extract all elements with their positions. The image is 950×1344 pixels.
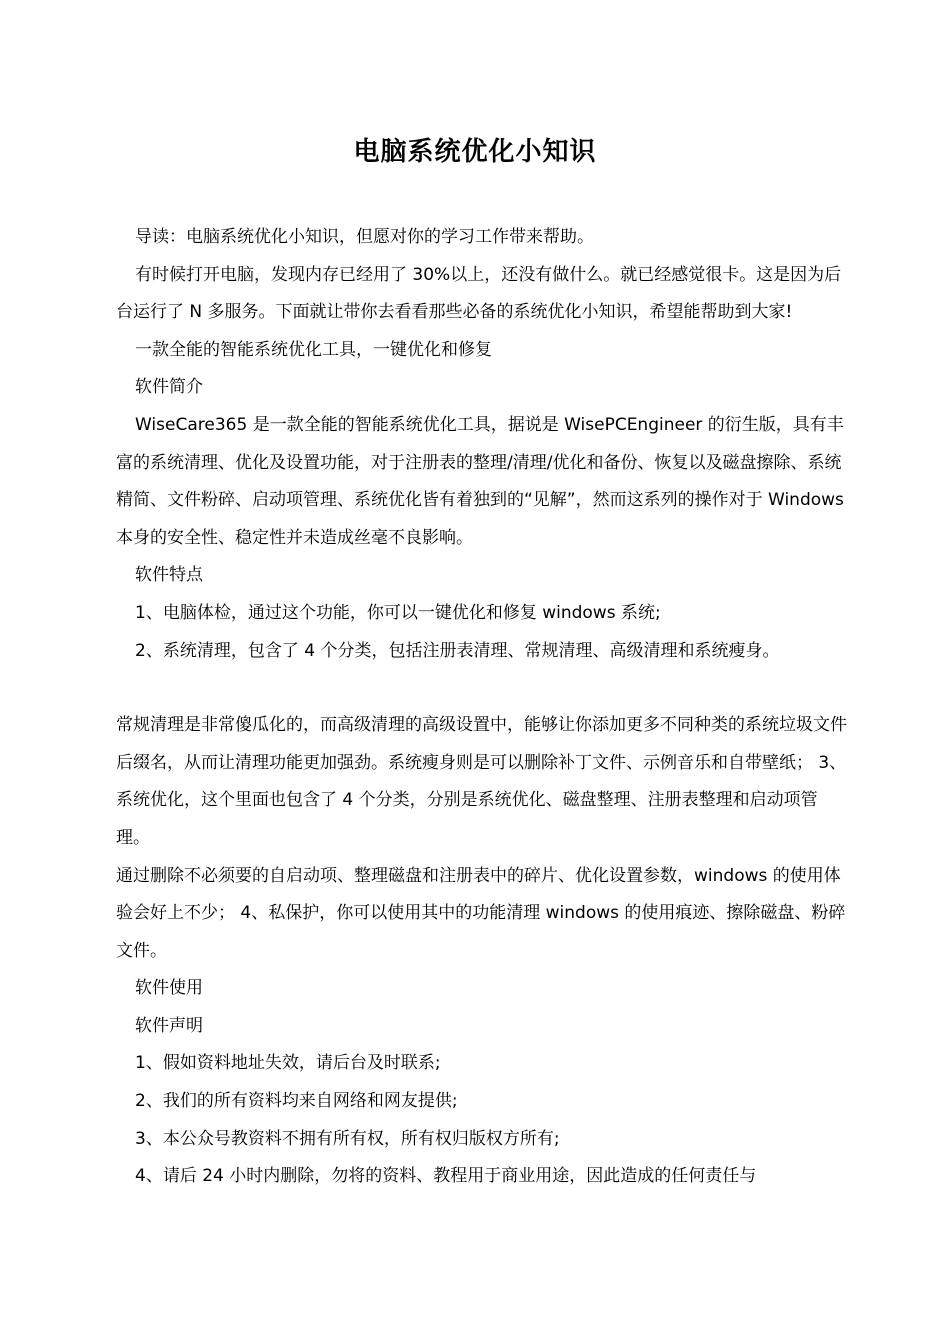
section-heading-software-statement: 软件声明 (135, 1015, 203, 1036)
list-item-feature-1: 1、电脑体检，通过这个功能，你可以一键优化和修复 windows 系统; (135, 602, 661, 623)
paragraph-tool-summary: 一款全能的智能系统优化工具，一键优化和修复 (135, 339, 492, 360)
section-heading-software-intro: 软件简介 (135, 377, 203, 398)
blank-line (116, 670, 851, 707)
list-item-feature-2: 2、系统清理，包含了 4 个分类，包括注册表清理、常规清理、高级清理和系统瘦身。 (135, 640, 780, 661)
document-body (116, 219, 851, 1196)
list-item-statement-4: 4、请后 24 小时内删除，勿将的资料、教程用于商业用途，因此造成的任何责任与 (135, 1166, 757, 1187)
section-heading-software-usage: 软件使用 (135, 978, 203, 999)
list-item-statement-3: 3、本公众号教资料不拥有所有权，所有权归版权方所有; (135, 1128, 560, 1149)
paragraph-cleanup-details: 常规清理是非常傻瓜化的，而高级清理的高级设置中，能够让你添加更多不同种类的系统垃圾文件后缀名，从而让清理功能更加强劲。系统瘦身则是可以删除补丁文件、示例音乐和自带壁纸； 3、系统优化，这个里面也包含了 4 个分类，分别是系统优化、磁盘整理、注册表整理和启动项管理。 (116, 715, 847, 848)
list-item-statement-2: 2、我们的所有资料均来自网络和网友提供; (135, 1091, 458, 1112)
paragraph-software-description: WiseCare365 是一款全能的智能系统优化工具，据说是 WisePCEngineer 的衍生版，具有丰富的系统清理、优化及设置功能，对于注册表的整理/清理/优化和备份、恢复以及磁盘擦除、系统精简、文件粉碎、启动项管理、系统优化皆有着独到的“见解”，然而这系列的操作对于 Windows 本身的安全性、稳定性并未造成丝毫不良影响。 (116, 414, 850, 548)
section-heading-software-features: 软件特点 (135, 565, 203, 586)
page-title: 电脑系统优化小知识 (353, 137, 597, 167)
paragraph-intro: 导读：电脑系统优化小知识，但愿对你的学习工作带来帮助。 (135, 227, 594, 247)
paragraph-background: 有时候打开电脑，发现内存已经用了 30%以上，还没有做什么。就已经感觉很卡。这是因为后台运行了 N 多服务。下面就让带你去看看那些必备的系统优化小知识，希望能帮助到大家! (116, 264, 842, 323)
list-item-statement-1: 1、假如资料地址失效，请后台及时联系; (135, 1053, 441, 1074)
paragraph-optimization-details: 通过删除不必须要的自启动项、整理磁盘和注册表中的碎片、优化设置参数，windows 的使用体验会好上不少； 4、私保护，你可以使用其中的功能清理 windows 的使用痕迹、擦除磁盘、粉碎文件。 (116, 865, 846, 961)
